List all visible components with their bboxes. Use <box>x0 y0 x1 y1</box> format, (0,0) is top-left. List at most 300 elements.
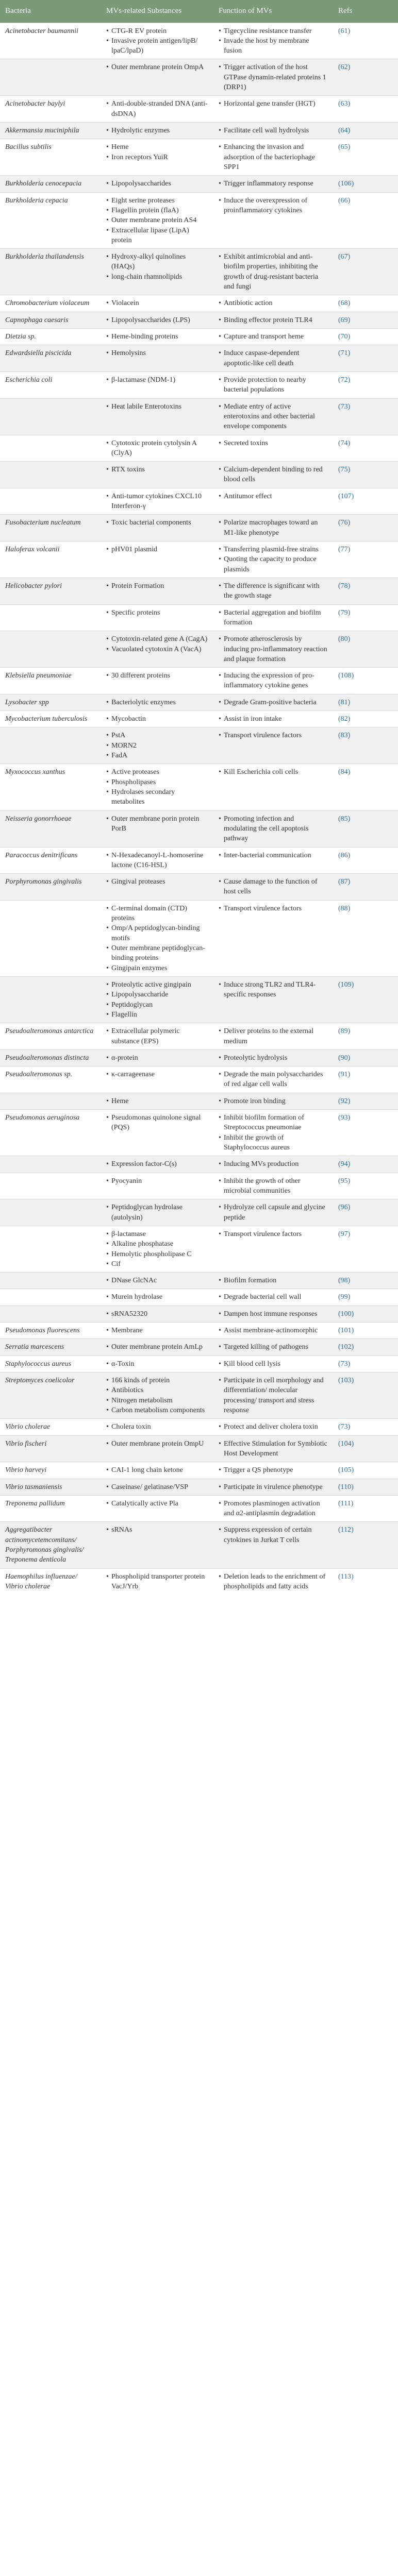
function-item: • Transferring plasmid-free strains <box>219 545 328 554</box>
substance-item: • β-lactamase (NDM-1) <box>106 375 208 385</box>
bacteria-cell: Staphylococcus aureus <box>0 1355 101 1372</box>
substances-cell <box>101 1372 213 1419</box>
reference-link[interactable]: (71) <box>338 349 351 358</box>
reference-link[interactable]: (99) <box>338 1293 351 1301</box>
function-cell <box>213 462 333 488</box>
reference-link[interactable]: (110) <box>338 1483 354 1491</box>
substances-cell <box>101 810 213 847</box>
table-row <box>0 900 398 976</box>
reference-link[interactable]: (65) <box>338 143 351 151</box>
bacteria-cell: Burkholderia cepacia <box>0 192 101 249</box>
reference-link[interactable]: (112) <box>338 1526 354 1534</box>
function-cell <box>213 1479 333 1495</box>
function-cell <box>213 1462 333 1479</box>
reference-link[interactable]: (103) <box>338 1377 354 1384</box>
ref-cell <box>333 1568 398 1595</box>
bacteria-cell: Capnophaga caesaris <box>0 312 101 328</box>
function-item: • Deliver proteins to the external medium <box>219 1026 328 1046</box>
function-item: • Induce caspase-dependent apoptotic-like cell death <box>219 348 328 368</box>
reference-link[interactable]: (61) <box>338 27 351 35</box>
bacteria-cell: Myxococcus xanthus <box>0 764 101 810</box>
reference-link[interactable]: (95) <box>338 1177 351 1185</box>
function-cell <box>213 59 333 96</box>
substances-cell <box>101 1156 213 1173</box>
reference-link[interactable]: (83) <box>338 732 351 740</box>
table-row <box>0 249 398 295</box>
function-cell <box>213 631 333 668</box>
substances-cell <box>101 345 213 372</box>
reference-link[interactable]: (92) <box>338 1097 351 1105</box>
function-list <box>219 1376 328 1415</box>
ref-cell <box>333 295 398 312</box>
table-row <box>0 398 398 435</box>
reference-link[interactable]: (111) <box>338 1499 354 1507</box>
substances-list <box>106 1465 208 1475</box>
function-cell <box>213 1372 333 1419</box>
function-item: • Facilitate cell wall hydrolysis <box>219 126 328 135</box>
function-item: • Promotes plasminogen activation and α2-antiplasmin degradation <box>219 1499 328 1519</box>
function-cell <box>213 192 333 249</box>
function-item: • Provide protection to nearby bacterial populations <box>219 375 328 395</box>
reference-link[interactable]: (66) <box>338 196 351 205</box>
substances-list <box>106 767 208 807</box>
function-cell <box>213 312 333 328</box>
function-list <box>219 767 328 777</box>
ref-cell <box>333 488 398 515</box>
substance-item: • Active proteases <box>106 767 208 777</box>
bacteria-cell: Aggregatibacter actinomycetemcomitans/ Porphyromonas gingivalis/ Treponema denticola <box>0 1522 101 1568</box>
function-item: • Antibiotic action <box>219 298 328 308</box>
function-item: • Capture and transport heme <box>219 332 328 342</box>
substances-cell <box>101 1522 213 1568</box>
bacteria-cell: Burkholderia thailandensis <box>0 249 101 295</box>
ref-cell <box>333 1522 398 1568</box>
table-row <box>0 329 398 345</box>
substance-item: • long-chain rhamnolipids <box>106 272 208 282</box>
table-row <box>0 1273 398 1289</box>
reference-link[interactable]: (104) <box>338 1439 354 1448</box>
table-row <box>0 1568 398 1595</box>
reference-link[interactable]: (81) <box>338 698 351 706</box>
reference-link[interactable]: (88) <box>338 904 351 912</box>
reference-link[interactable]: (73) <box>338 1360 351 1368</box>
reference-link[interactable]: (102) <box>338 1343 354 1351</box>
reference-link[interactable]: (94) <box>338 1160 351 1168</box>
function-item: • Biofilm formation <box>219 1276 328 1285</box>
function-item: • Binding effector protein TLR4 <box>219 315 328 325</box>
ref-cell <box>333 1023 398 1050</box>
function-item: • Inducing MVs production <box>219 1159 328 1169</box>
header-function: Function of MVs <box>213 0 333 23</box>
substances-cell <box>101 312 213 328</box>
bacteria-cell: Haloferax volcanii <box>0 541 101 578</box>
function-list <box>219 1309 328 1319</box>
function-item: • Proteolytic hydrolysis <box>219 1053 328 1063</box>
bacteria-cell <box>0 1173 101 1199</box>
ref-cell <box>333 23 398 59</box>
substance-item: • Invasive protein antigen/lipB/ lpaC/lpaD) <box>106 36 208 56</box>
function-cell <box>213 727 333 764</box>
function-item: • Targeted killing of pathogens <box>219 1342 328 1352</box>
substances-list <box>106 179 208 189</box>
reference-link[interactable]: (78) <box>338 582 351 590</box>
function-list <box>219 1096 328 1106</box>
bacteria-cell: Klebsiella pneumoniae <box>0 668 101 694</box>
ref-cell <box>333 976 398 1023</box>
substances-list <box>106 375 208 385</box>
function-list <box>219 1572 328 1592</box>
bacteria-cell <box>0 1226 101 1272</box>
function-item: • Horizontal gene transfer (HGT) <box>219 99 328 109</box>
substances-list <box>106 1276 208 1285</box>
substances-cell <box>101 541 213 578</box>
bacteria-cell <box>0 1199 101 1226</box>
substance-item: • Outer membrane protein AmLp <box>106 1342 208 1352</box>
substances-cell <box>101 1173 213 1199</box>
bacteria-cell: Vibrio tasmaniensis <box>0 1479 101 1495</box>
substances-list <box>106 402 208 412</box>
reference-link[interactable]: (79) <box>338 608 351 617</box>
ref-cell <box>333 1289 398 1306</box>
substances-list <box>106 1359 208 1369</box>
substances-cell <box>101 711 213 727</box>
ref-cell <box>333 1339 398 1355</box>
ref-cell <box>333 462 398 488</box>
table-row <box>0 1372 398 1419</box>
function-item: • Protect and deliver cholera toxin <box>219 1422 328 1432</box>
substance-item: • Murein hydrolase <box>106 1292 208 1302</box>
reference-link[interactable]: (97) <box>338 1230 351 1238</box>
substance-item: • Flagellin <box>106 1010 208 1020</box>
header-refs: Refs <box>333 0 398 23</box>
reference-link[interactable]: (84) <box>338 768 351 776</box>
reference-link[interactable]: (74) <box>338 439 351 447</box>
ref-cell <box>333 1093 398 1109</box>
function-cell <box>213 976 333 1023</box>
substances-list <box>106 904 208 973</box>
table-row <box>0 874 398 901</box>
reference-link[interactable]: (80) <box>338 635 351 643</box>
bacteria-cell: Paracoccus denitrificans <box>0 847 101 874</box>
substances-cell <box>101 1023 213 1050</box>
substances-cell <box>101 96 213 123</box>
table-row <box>0 1306 398 1322</box>
reference-link[interactable]: (113) <box>338 1572 354 1581</box>
reference-link[interactable]: (105) <box>338 1466 354 1475</box>
substance-item: • Heme <box>106 142 208 152</box>
ref-cell <box>333 727 398 764</box>
reference-link[interactable]: (109) <box>338 980 354 989</box>
substances-list <box>106 545 208 554</box>
substance-item: • Gingipain enzymes <box>106 963 208 973</box>
substance-item: • Hydroxy-alkyl quinolines (HAQs) <box>106 252 208 272</box>
substance-item: • Cytotoxin-related gene A (CagA) <box>106 634 208 644</box>
function-item: • Degrade Gram-positive bacteria <box>219 698 328 707</box>
function-list <box>219 1342 328 1352</box>
function-item: • Suppress expression of certain cytokines in Jurkat T cells <box>219 1525 328 1545</box>
function-item: • Calcium-dependent binding to red blood cells <box>219 465 328 485</box>
function-cell <box>213 1023 333 1050</box>
substances-cell <box>101 694 213 710</box>
substance-item: • Outer membrane protein OmpA <box>106 62 208 72</box>
substances-cell <box>101 1110 213 1156</box>
bacteria-cell: Pseudoalteromonas antarctica <box>0 1023 101 1050</box>
function-item: • Trigger a QS phenotype <box>219 1465 328 1475</box>
reference-link[interactable]: (73) <box>338 1423 351 1431</box>
bacteria-cell: Bacillus subtilis <box>0 139 101 176</box>
table-row <box>0 1066 398 1093</box>
function-list <box>219 126 328 135</box>
function-item: • Mediate entry of active enterotoxins and other bacterial envelope components <box>219 402 328 432</box>
function-cell <box>213 488 333 515</box>
substance-item: • pHV01 plasmid <box>106 545 208 554</box>
substance-item: • N-Hexadecanoyl-L-homoserine lactone (C16-HSL) <box>106 851 208 871</box>
substances-cell <box>101 295 213 312</box>
function-list <box>219 375 328 395</box>
substances-cell <box>101 1306 213 1322</box>
substance-item: • Outer membrane porin protein PorB <box>106 814 208 834</box>
substances-list <box>106 634 208 654</box>
ref-cell <box>333 900 398 976</box>
substances-list <box>106 1159 208 1169</box>
reference-link[interactable]: (101) <box>338 1327 354 1335</box>
ref-cell <box>333 1419 398 1435</box>
ref-cell <box>333 59 398 96</box>
function-list <box>219 851 328 860</box>
function-item: • Antitumor effect <box>219 492 328 501</box>
substance-item: • Gingival proteases <box>106 877 208 887</box>
function-list <box>219 1276 328 1285</box>
substance-item: • RTX toxins <box>106 465 208 474</box>
substance-item: • Bacteriolytic enzymes <box>106 698 208 707</box>
ref-cell <box>333 123 398 139</box>
function-item: • Induce strong TLR2 and TLR4-specific responses <box>219 980 328 1000</box>
substances-list <box>106 581 208 591</box>
function-item: • Assist membrane-actinomorphic <box>219 1326 328 1335</box>
reference-link[interactable]: (82) <box>338 715 351 723</box>
substances-list <box>106 1376 208 1415</box>
reference-link[interactable]: (98) <box>338 1277 351 1285</box>
substance-item: • sRNA52320 <box>106 1309 208 1319</box>
function-cell <box>213 329 333 345</box>
function-list <box>219 731 328 740</box>
table-row <box>0 1289 398 1306</box>
table-row <box>0 1435 398 1462</box>
function-item: • Transport virulence factors <box>219 731 328 740</box>
ref-cell <box>333 1306 398 1322</box>
substance-item: • Pyocyanin <box>106 1176 208 1186</box>
function-item: • Participate in cell morphology and differentiation/ molecular processing/ transport and stress response <box>219 1376 328 1415</box>
function-list <box>219 545 328 574</box>
function-cell <box>213 1419 333 1435</box>
substance-item: • Extracellular lipase (LipA) protein <box>106 226 208 246</box>
substances-list <box>106 196 208 246</box>
reference-link[interactable]: (96) <box>338 1204 351 1212</box>
substances-list <box>106 1176 208 1186</box>
reference-link[interactable]: (70) <box>338 333 351 341</box>
bacteria-cell <box>0 488 101 515</box>
substances-cell <box>101 578 213 604</box>
table-row <box>0 515 398 541</box>
substances-list <box>106 1326 208 1335</box>
substance-item: • Specific proteins <box>106 608 208 618</box>
substance-item: • Vacuolated cytotoxin A (VacA) <box>106 645 208 654</box>
substance-item: • FadA <box>106 751 208 760</box>
substance-item: • DNase GlcNAc <box>106 1276 208 1285</box>
substance-item: • Phospholipases <box>106 777 208 787</box>
substance-item: • β-lactamase <box>106 1229 208 1239</box>
bacteria-cell <box>0 727 101 764</box>
reference-link[interactable]: (87) <box>338 878 351 886</box>
table-body <box>0 23 398 1595</box>
substance-item: • Proteolytic active gingipain <box>106 980 208 990</box>
reference-link[interactable]: (73) <box>338 402 351 411</box>
function-list <box>219 904 328 913</box>
ref-cell <box>333 176 398 192</box>
table-row <box>0 694 398 710</box>
substance-item: • α-Toxin <box>106 1359 208 1369</box>
function-cell <box>213 764 333 810</box>
ref-cell <box>333 1479 398 1495</box>
function-list <box>219 26 328 56</box>
substance-item: • 30 different proteins <box>106 671 208 681</box>
function-list <box>219 814 328 844</box>
ref-cell <box>333 192 398 249</box>
function-cell <box>213 435 333 462</box>
reference-link[interactable]: (89) <box>338 1027 351 1036</box>
substances-list <box>106 465 208 474</box>
bacteria-cell: Edwardsiella piscicida <box>0 345 101 372</box>
bacteria-cell <box>0 462 101 488</box>
table-row <box>0 1355 398 1372</box>
substances-cell <box>101 398 213 435</box>
substance-item: • α-protein <box>106 1053 208 1063</box>
function-cell <box>213 371 333 398</box>
substances-list <box>106 1070 208 1079</box>
substance-item: • Catalytically active Pla <box>106 1499 208 1509</box>
table-row <box>0 1462 398 1479</box>
function-list <box>219 142 328 172</box>
ref-cell <box>333 1435 398 1462</box>
reference-link[interactable]: (77) <box>338 546 351 553</box>
substances-cell <box>101 488 213 515</box>
substances-cell <box>101 1066 213 1093</box>
reference-link[interactable]: (62) <box>338 63 351 72</box>
substance-item: • Mycobactin <box>106 714 208 724</box>
function-cell <box>213 1049 333 1066</box>
function-item: • Cause damage to the function of host cells <box>219 877 328 897</box>
function-list <box>219 1326 328 1335</box>
table-row <box>0 764 398 810</box>
table-row <box>0 312 398 328</box>
function-item: • Enhancing the invasion and adsorption of the bacteriophage SPP1 <box>219 142 328 172</box>
substance-item: • sRNAs <box>106 1525 208 1535</box>
substance-item: • Cytotoxic protein cytolysin A (ClyA) <box>106 438 208 459</box>
substance-item: • Lipopolysaccharides <box>106 179 208 189</box>
function-cell <box>213 123 333 139</box>
reference-link[interactable]: (67) <box>338 253 351 261</box>
function-list <box>219 179 328 189</box>
substances-list <box>106 714 208 724</box>
reference-link[interactable]: (68) <box>338 299 351 308</box>
bacteria-cell: Pseudomonas fluorescens <box>0 1323 101 1339</box>
reference-link[interactable]: (86) <box>338 851 351 859</box>
substances-cell <box>101 764 213 810</box>
substances-cell <box>101 192 213 249</box>
reference-link[interactable]: (63) <box>338 100 351 108</box>
ref-cell <box>333 1323 398 1339</box>
substances-cell <box>101 1199 213 1226</box>
function-cell <box>213 23 333 59</box>
substances-list <box>106 126 208 135</box>
function-list <box>219 252 328 292</box>
reference-link[interactable]: (100) <box>338 1310 354 1318</box>
reference-link[interactable]: (85) <box>338 815 351 823</box>
function-list <box>219 1053 328 1063</box>
substances-list <box>106 438 208 459</box>
function-list <box>219 332 328 342</box>
function-item: • Deletion leads to the enrichment of phospholipids and fatty acids <box>219 1572 328 1592</box>
reference-link[interactable]: (106) <box>338 180 354 188</box>
function-cell <box>213 1093 333 1109</box>
table-row <box>0 1093 398 1109</box>
function-cell <box>213 1435 333 1462</box>
reference-link[interactable]: (72) <box>338 376 351 384</box>
bacteria-cell: Vibrio cholerae <box>0 1419 101 1435</box>
substances-list <box>106 1292 208 1302</box>
function-list <box>219 698 328 707</box>
function-item: • Transport virulence factors <box>219 1229 328 1239</box>
function-cell <box>213 578 333 604</box>
ref-cell <box>333 668 398 694</box>
substances-cell <box>101 847 213 874</box>
reference-link[interactable]: (107) <box>338 492 354 500</box>
substance-item: • PstA <box>106 731 208 740</box>
substances-list <box>106 1482 208 1492</box>
substances-list <box>106 298 208 308</box>
reference-link[interactable]: (93) <box>338 1114 351 1122</box>
bacteria-cell: Streptomyces coelicolor <box>0 1372 101 1419</box>
reference-link[interactable]: (76) <box>338 519 351 527</box>
reference-link[interactable]: (64) <box>338 127 351 134</box>
function-cell <box>213 1339 333 1355</box>
reference-link[interactable]: (108) <box>338 672 354 680</box>
reference-link[interactable]: (75) <box>338 466 351 474</box>
table-row <box>0 1323 398 1339</box>
substance-item: • C-terminal domain (CTD) proteins <box>106 904 208 924</box>
function-item: • Transport virulence factors <box>219 904 328 913</box>
function-list <box>219 1026 328 1046</box>
function-list <box>219 1070 328 1090</box>
reference-link[interactable]: (90) <box>338 1054 351 1062</box>
reference-link[interactable]: (91) <box>338 1071 351 1079</box>
substances-list <box>106 980 208 1020</box>
ref-cell <box>333 312 398 328</box>
function-cell <box>213 1289 333 1306</box>
substances-cell <box>101 462 213 488</box>
reference-link[interactable]: (69) <box>338 316 351 324</box>
ref-cell <box>333 1495 398 1522</box>
function-cell <box>213 874 333 901</box>
substance-item: • Outer membrane peptidoglycan-binding proteins <box>106 943 208 963</box>
bacteria-cell <box>0 900 101 976</box>
substances-list <box>106 877 208 887</box>
function-list <box>219 62 328 92</box>
function-item: • Kill blood cell lysis <box>219 1359 328 1369</box>
ref-cell <box>333 345 398 372</box>
ref-cell <box>333 810 398 847</box>
function-list <box>219 1422 328 1432</box>
